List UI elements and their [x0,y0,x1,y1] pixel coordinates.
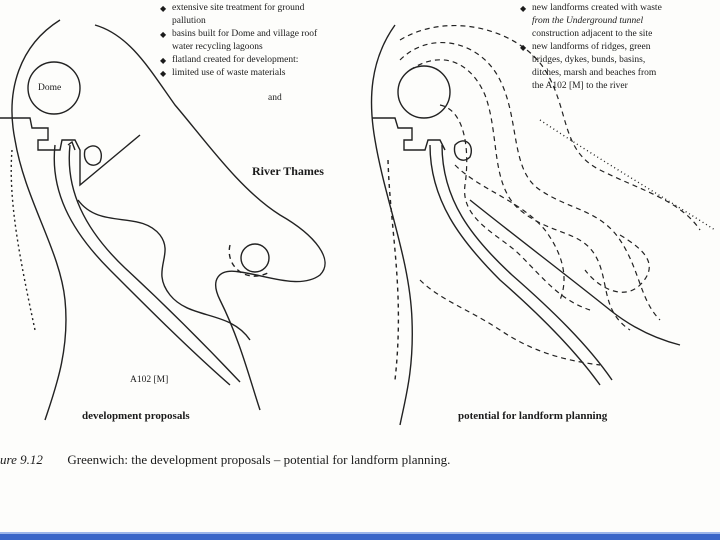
left-bullet-2-cont: water recycling lagoons [172,42,263,52]
right-bullet-1-cont-b: construction adjacent to the site [532,29,653,39]
right-bullet-1: ◆ new landforms created with waste [520,2,662,15]
dome-label: Dome [38,83,62,93]
left-bullet-1: ◆ extensive site treatment for ground [160,2,317,15]
right-river-edge [470,200,680,345]
right-west-shore [372,25,413,425]
left-peninsula-outline [95,25,325,410]
left-panel-caption: development proposals [82,410,190,422]
left-basin [84,146,101,165]
right-contour-2 [410,60,630,330]
left-road-outer [69,145,240,382]
bottom-blue-bar [0,534,720,540]
right-dotted-edge [540,120,715,230]
figure-caption [0,452,450,468]
right-bullet-2-cont-b: ditches, marsh and beaches from [532,68,657,78]
figure-number: ure 9.12 [0,452,43,467]
right-contour-3 [440,105,590,310]
road-label: A102 [M] [130,375,169,385]
left-lagoon-circle [241,244,269,272]
left-bullet-4: ◆ limited use of waste materials [160,67,317,80]
right-panel-caption: potential for landform planning [458,410,608,422]
right-bullet-2-cont-c: the A102 [M] to the river [532,81,628,91]
left-bullet-1-cont: pallution [172,16,206,26]
right-bullet-2: ◆ new landforms of ridges, green [520,41,662,54]
right-contour-4 [455,165,564,300]
left-bullet-3: ◆ flatland created for development: [160,54,317,67]
right-bullet-list [520,2,662,93]
right-dome-circle [398,66,450,118]
right-bullet-2-cont-a: bridges, dykes, bunds, basins, [532,55,646,65]
right-shore-dashed [388,160,398,380]
figure-caption-text: Greenwich: the development proposals – potential for landform planning. [67,452,451,467]
river-label: River Thames [252,164,324,178]
right-basin [454,141,471,160]
and-text: and [268,93,282,103]
left-bullet-2: ◆ basins built for Dome and village roof [160,28,317,41]
left-shore-dotted [11,150,35,330]
left-bullet-list [160,2,317,80]
left-west-shore [12,20,66,420]
right-site-block [372,118,445,150]
right-road-inner [430,145,600,385]
right-road-outer [442,145,612,380]
right-bullet-1-cont-a: from the Underground tunnel [532,16,644,26]
left-development-edge [78,200,250,340]
